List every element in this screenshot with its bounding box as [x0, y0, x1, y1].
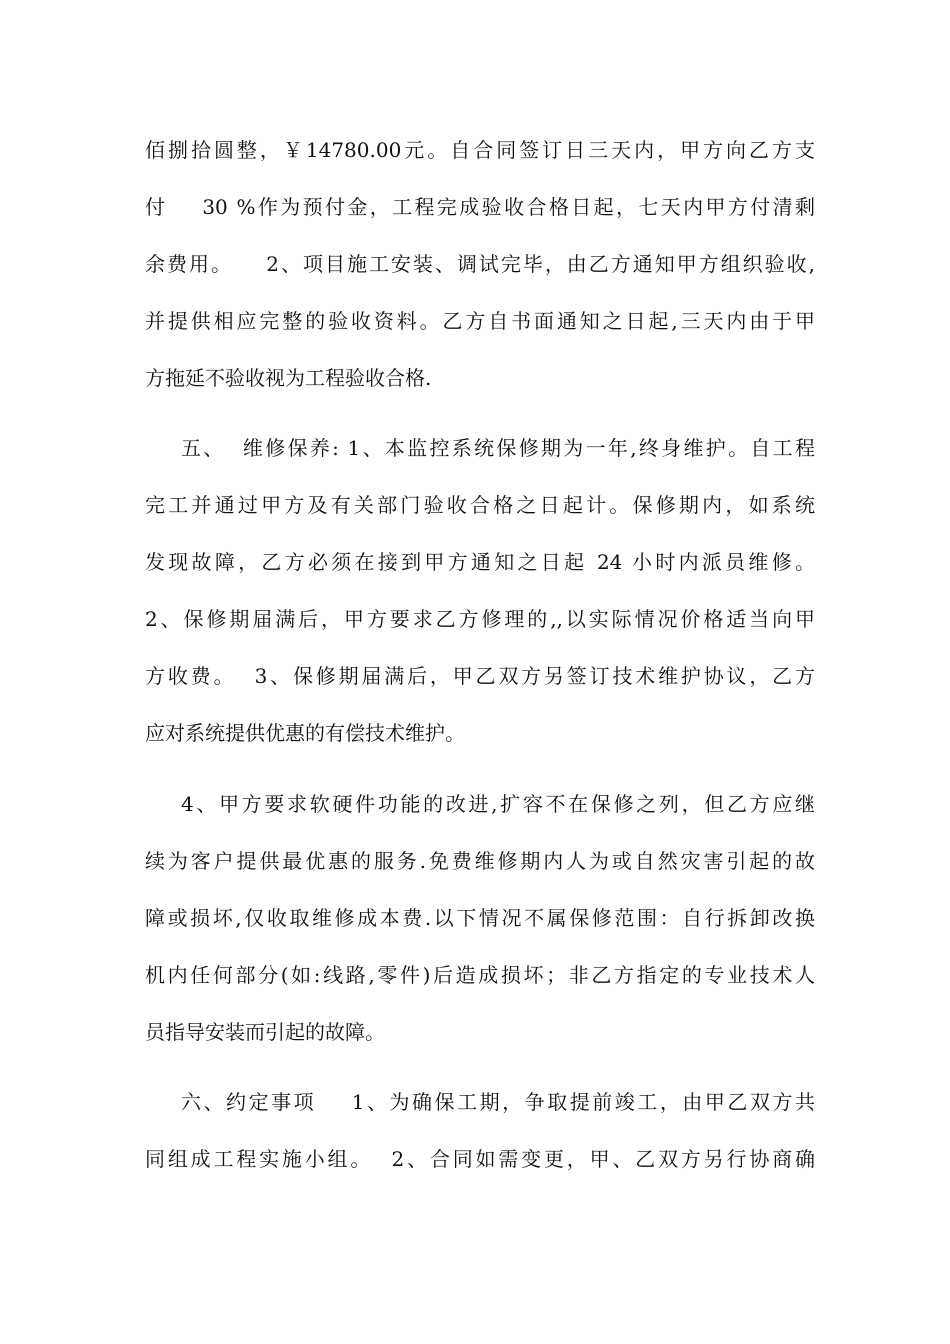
paragraph-warranty-exclusions	[145, 776, 815, 1061]
text-line: 发现故障，乙方必须在接到甲方通知之日起 24 小时内派员维修。	[145, 550, 815, 574]
paragraph-maintenance	[145, 420, 815, 762]
text-line: 应对系统提供优惠的有偿技术维护。	[145, 721, 465, 745]
text-line: 员指导安装而引起的故障。	[145, 1020, 385, 1044]
paragraph-payment-acceptance	[145, 122, 815, 407]
text-line: 方拖延不验收视为工程验收合格.	[145, 366, 432, 390]
text-line: 佰捌拾圆整，￥14780.00元。自合同签订日三天内，甲方向乙方支	[145, 138, 815, 162]
text-line: 余费用。 2、项目施工安装、调试完毕，由乙方通知甲方组织验收,	[145, 252, 815, 276]
text-line: 同组成工程实施小组。 2、合同如需变更，甲、乙双方另行协商确	[145, 1147, 815, 1171]
text-line: 4、甲方要求软硬件功能的改进,扩容不在保修之列，但乙方应继	[181, 792, 815, 816]
text-line: 五、 维修保养: 1、本监控系统保修期为一年,终身维护。自工程	[181, 436, 815, 460]
text-line: 完工并通过甲方及有关部门验收合格之日起计。保修期内，如系统	[145, 493, 815, 517]
text-line: 方收费。 3、保修期届满后，甲乙双方另签订技术维护协议，乙方	[145, 664, 815, 688]
text-line: 付 30 %作为预付金，工程完成验收合格日起，七天内甲方付清剩	[145, 195, 815, 219]
text-line: 2、保修期届满后，甲方要求乙方修理的,,以实际情况价格适当向甲	[145, 607, 815, 631]
text-line: 续为客户提供最优惠的服务.免费维修期内人为或自然灾害引起的故	[145, 849, 815, 873]
paragraph-agreed-matters	[145, 1074, 815, 1188]
text-line: 机内任何部分(如:线路,零件)后造成损坏；非乙方指定的专业技术人	[145, 963, 815, 987]
text-line: 并提供相应完整的验收资料。乙方自书面通知之日起,三天内由于甲	[145, 309, 815, 333]
text-line: 六、约定事项 1、为确保工期，争取提前竣工，由甲乙双方共	[181, 1090, 815, 1114]
text-line: 障或损坏,仅收取维修成本费.以下情况不属保修范围：自行拆卸改换	[145, 906, 815, 930]
